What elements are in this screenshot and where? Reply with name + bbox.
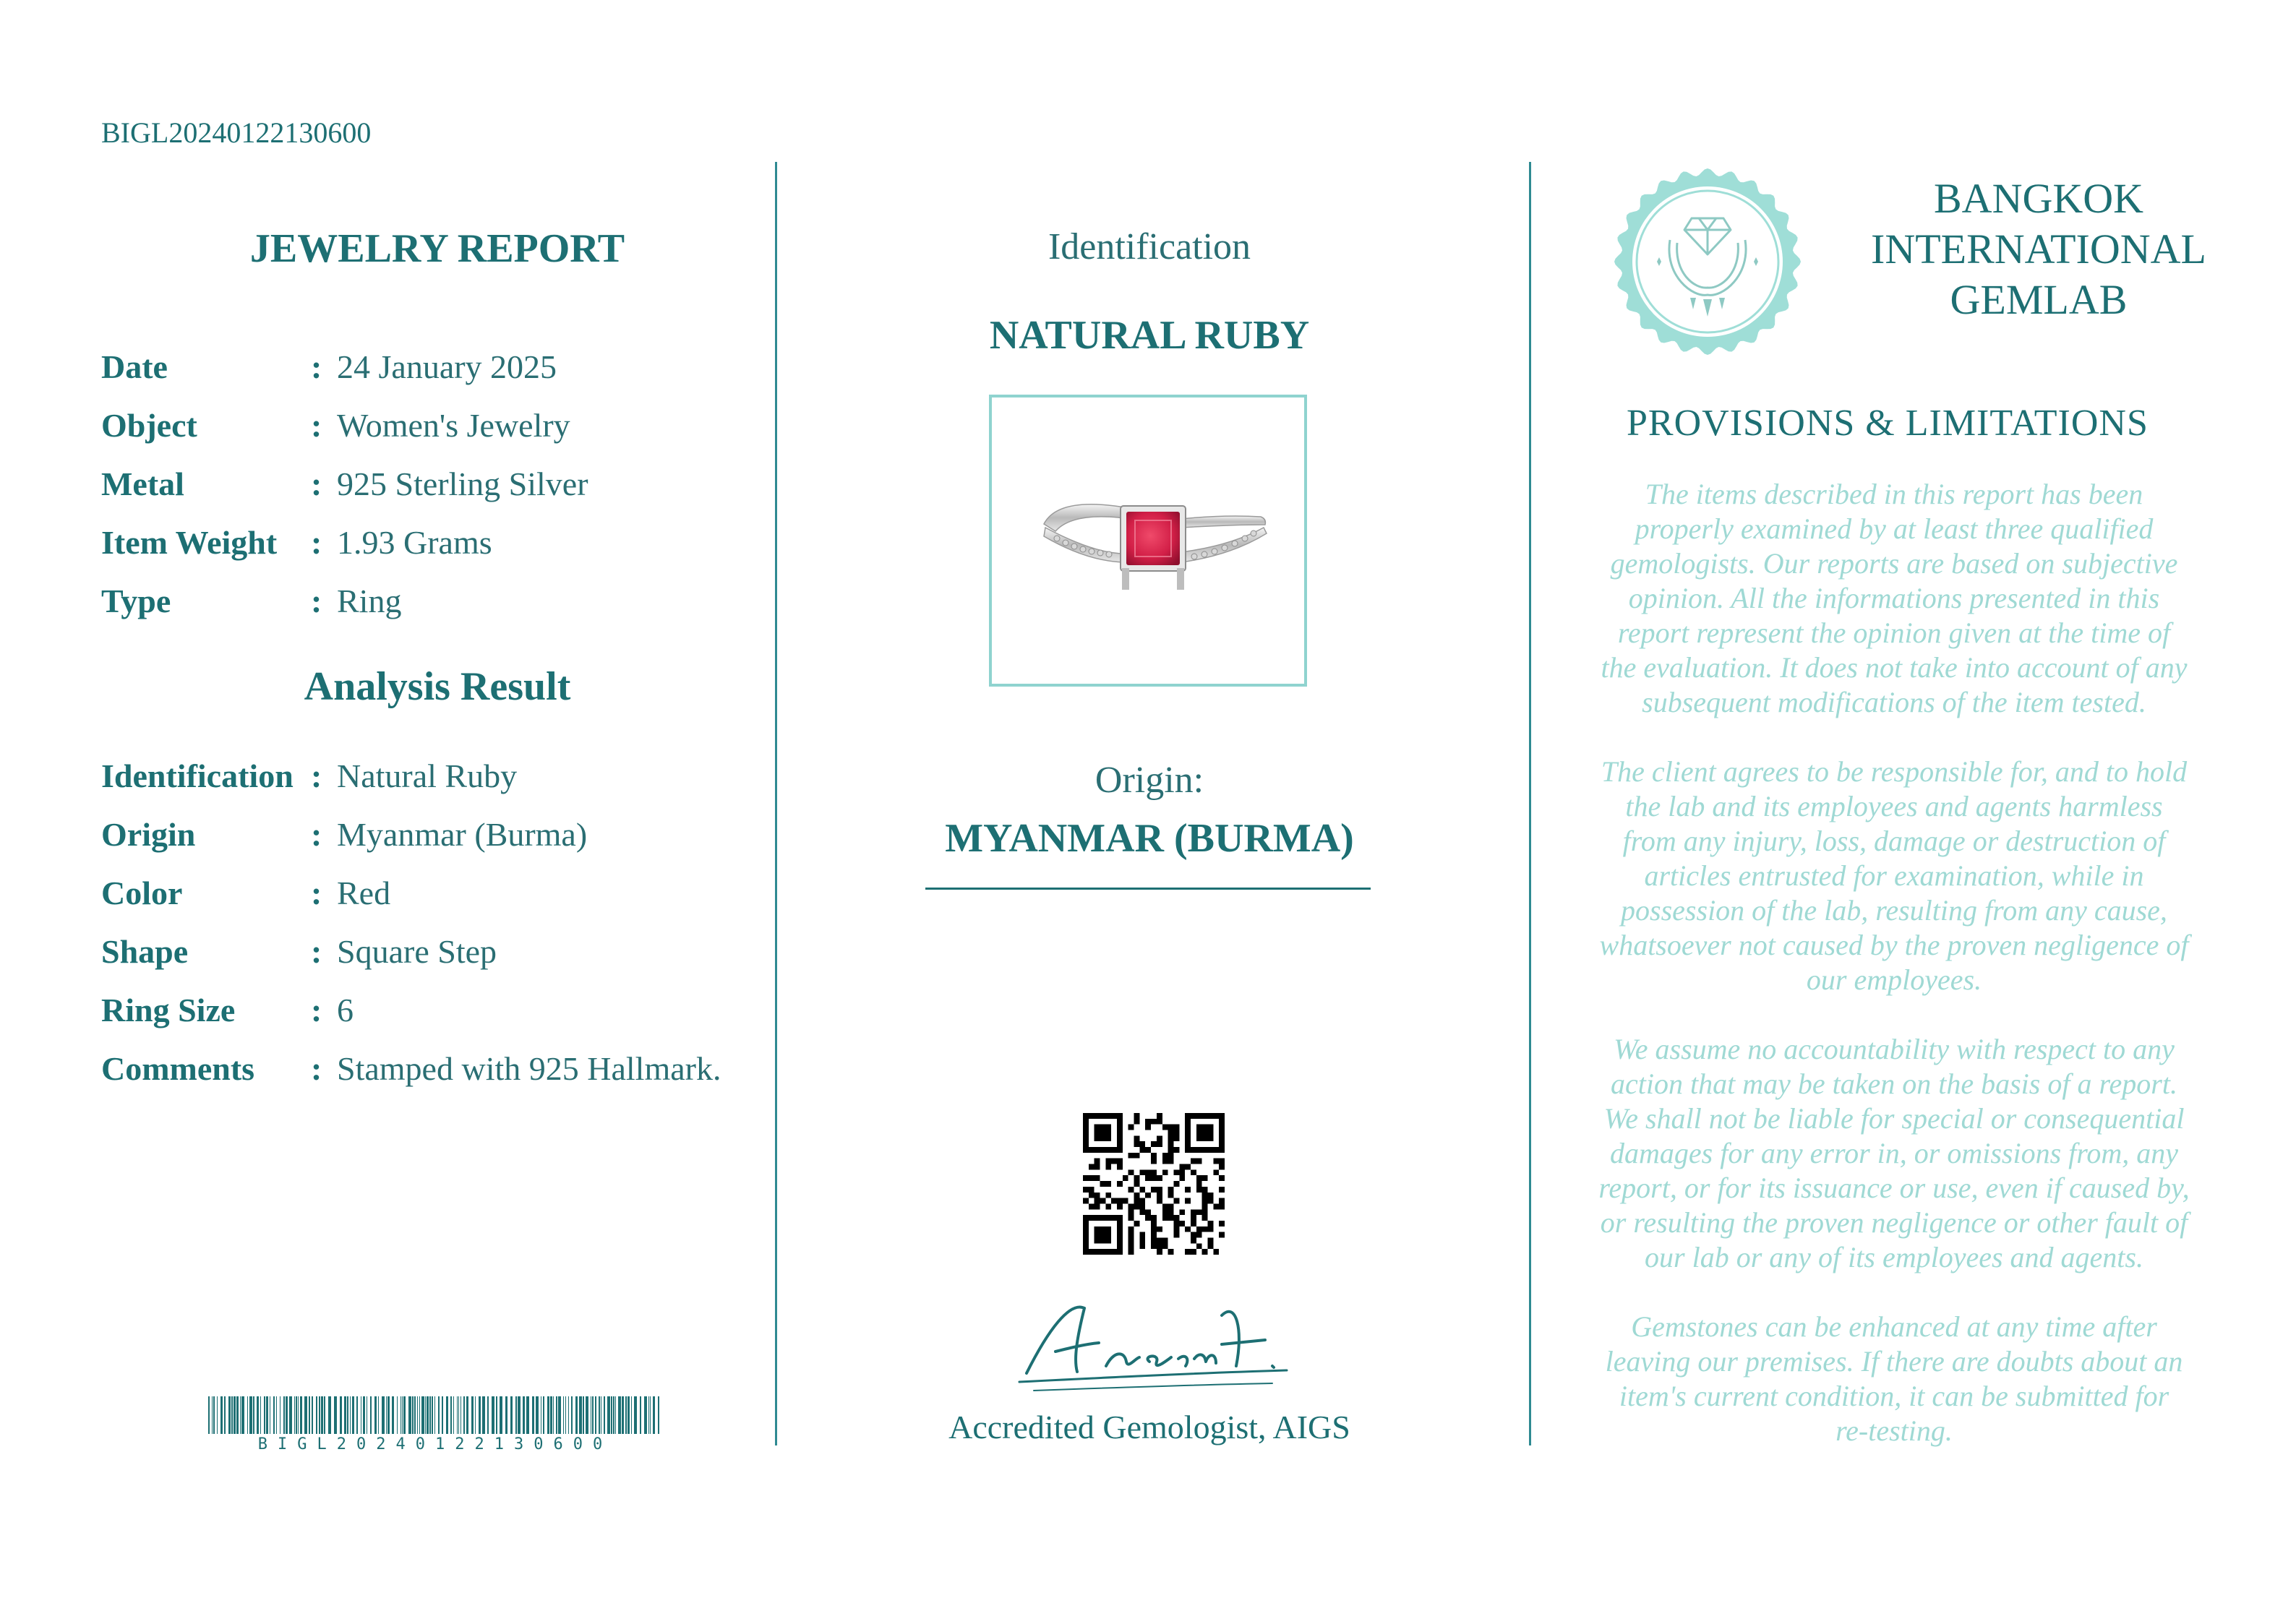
- provisions-line: damages for any error in, or omissions from, any: [1610, 1137, 2178, 1169]
- analysis-row-ring-size: [101, 984, 354, 1035]
- analysis-value: Natural Ruby: [337, 757, 518, 794]
- provisions-line: opinion. All the informations presented in this: [1628, 582, 2160, 614]
- analysis-value: Square Step: [337, 932, 497, 970]
- provisions-line: our employees.: [1806, 963, 1982, 996]
- column-divider-left: [775, 162, 777, 1445]
- provisions-line: properly examined by at least three qualified: [1635, 512, 2154, 545]
- analysis-row-color: [101, 867, 390, 918]
- provisions-line: report represent the opinion given at the time of: [1617, 616, 2171, 649]
- provisions-line: leaving our premises. If there are doubts about an: [1605, 1345, 2183, 1378]
- analysis-row-origin: [101, 809, 587, 859]
- analysis-value: Stamped with 925 Hallmark.: [337, 1049, 721, 1087]
- analysis-value: Myanmar (Burma): [337, 815, 588, 853]
- provisions-title: PROVISIONS & LIMITATIONS: [1627, 403, 2149, 444]
- signature: [1005, 1286, 1294, 1402]
- origin-value: MYANMAR (BURMA): [945, 816, 1354, 861]
- detail-colon: :: [311, 523, 322, 561]
- provisions-line: The client agrees to be responsible for, and to hold: [1601, 755, 2188, 788]
- lab-name-line-2: INTERNATIONAL: [1871, 225, 2206, 272]
- provisions-line: subsequent modifications of the item tested.: [1642, 686, 2146, 718]
- provisions-line: item's current condition, it can be submitted for: [1619, 1380, 2169, 1412]
- origin-divider: [925, 888, 1371, 890]
- report-title: JEWELRY REPORT: [249, 226, 625, 271]
- provisions-line: The items described in this report has been: [1645, 478, 2143, 510]
- lab-name-line-3: GEMLAB: [1950, 276, 2128, 323]
- detail-row-weight: [101, 517, 492, 567]
- barcode-icon: [208, 1396, 662, 1434]
- detail-value: Ring: [337, 582, 402, 619]
- detail-label: Metal: [101, 465, 184, 502]
- analysis-title: Analysis Result: [304, 664, 571, 709]
- detail-row-metal: [101, 458, 588, 509]
- barcode-number: BIGL20240122130600: [257, 1435, 613, 1453]
- provisions-line: possession of the lab, resulting from any cause,: [1621, 894, 2167, 927]
- detail-value: 24 January 2025: [337, 348, 557, 385]
- lab-seal-logo: [1614, 168, 1802, 356]
- detail-label: Date: [101, 348, 168, 385]
- provisions-line: whatsoever not caused by the proven negligence of: [1599, 929, 2189, 961]
- provisions-paragraph-3: [1576, 1032, 2212, 1275]
- analysis-label: Shape: [101, 932, 189, 970]
- provisions-line: gemologists. Our reports are based on subjective: [1610, 547, 2178, 580]
- analysis-row-shape: [101, 926, 497, 976]
- provisions-paragraph-4: [1576, 1310, 2212, 1448]
- report-number: BIGL20240122130600: [101, 116, 372, 149]
- detail-row-type: [101, 575, 401, 626]
- identification-label: Identification: [1048, 226, 1251, 267]
- provisions-paragraph-2: [1576, 755, 2212, 997]
- detail-label: Type: [101, 582, 171, 619]
- provisions-line: We shall not be liable for special or consequential: [1603, 1102, 2185, 1135]
- detail-value: 925 Sterling Silver: [337, 465, 588, 502]
- analysis-colon: :: [311, 815, 322, 853]
- detail-colon: :: [311, 348, 322, 385]
- identification-value: NATURAL RUBY: [989, 313, 1310, 358]
- detail-colon: :: [311, 465, 322, 502]
- analysis-value: Red: [337, 874, 391, 911]
- analysis-row-comments: [101, 1043, 721, 1094]
- ruby-ring-image: [992, 398, 1304, 684]
- detail-label: Item Weight: [101, 523, 278, 561]
- provisions-line: Gemstones can be enhanced at any time after: [1631, 1310, 2157, 1343]
- analysis-colon: :: [311, 874, 322, 911]
- lab-name: [1851, 173, 2227, 325]
- detail-colon: :: [311, 406, 322, 444]
- provisions-line: the lab and its employees and agents harmless: [1625, 790, 2163, 822]
- analysis-label: Color: [101, 874, 183, 911]
- gem-photo-frame: [989, 395, 1307, 687]
- analysis-colon: :: [311, 932, 322, 970]
- detail-label: Object: [101, 406, 197, 444]
- provisions-paragraph-1: [1576, 477, 2212, 720]
- detail-row-date: [101, 341, 557, 392]
- analysis-colon: :: [311, 991, 322, 1028]
- analysis-label: Origin: [101, 815, 196, 853]
- column-divider-right: [1529, 162, 1531, 1445]
- detail-row-object: [101, 400, 570, 450]
- analysis-row-identification: [101, 750, 517, 801]
- analysis-value: 6: [337, 991, 354, 1028]
- provisions-line: or resulting the proven negligence or other fault of: [1600, 1206, 2188, 1239]
- analysis-label: Comments: [101, 1049, 255, 1087]
- analysis-label: Ring Size: [101, 991, 236, 1028]
- provisions-line: We assume no accountability with respect to any: [1614, 1033, 2175, 1065]
- provisions-line: our lab or any of its employees and agents.: [1645, 1241, 2143, 1273]
- detail-value: Women's Jewelry: [337, 406, 570, 444]
- origin-label: Origin:: [1095, 760, 1204, 801]
- provisions-line: report, or for its issuance or use, even if caused by,: [1598, 1172, 2190, 1204]
- provisions-line: re-testing.: [1835, 1414, 1953, 1447]
- provisions-line: action that may be taken on the basis of a report.: [1611, 1067, 2177, 1100]
- analysis-colon: :: [311, 1049, 322, 1087]
- provisions-line: from any injury, loss, damage or destruction of: [1622, 825, 2166, 857]
- detail-colon: :: [311, 582, 322, 619]
- provisions-line: articles entrusted for examination, while in: [1644, 859, 2144, 892]
- provisions-line: the evaluation. It does not take into account of any: [1601, 651, 2188, 684]
- qr-code-icon[interactable]: [1083, 1113, 1225, 1255]
- signature-caption: Accredited Gemologist, AIGS: [948, 1409, 1350, 1445]
- analysis-colon: :: [311, 757, 322, 794]
- analysis-label: Identification: [101, 757, 294, 794]
- lab-name-line-1: BANGKOK: [1934, 175, 2143, 222]
- detail-value: 1.93 Grams: [337, 523, 492, 561]
